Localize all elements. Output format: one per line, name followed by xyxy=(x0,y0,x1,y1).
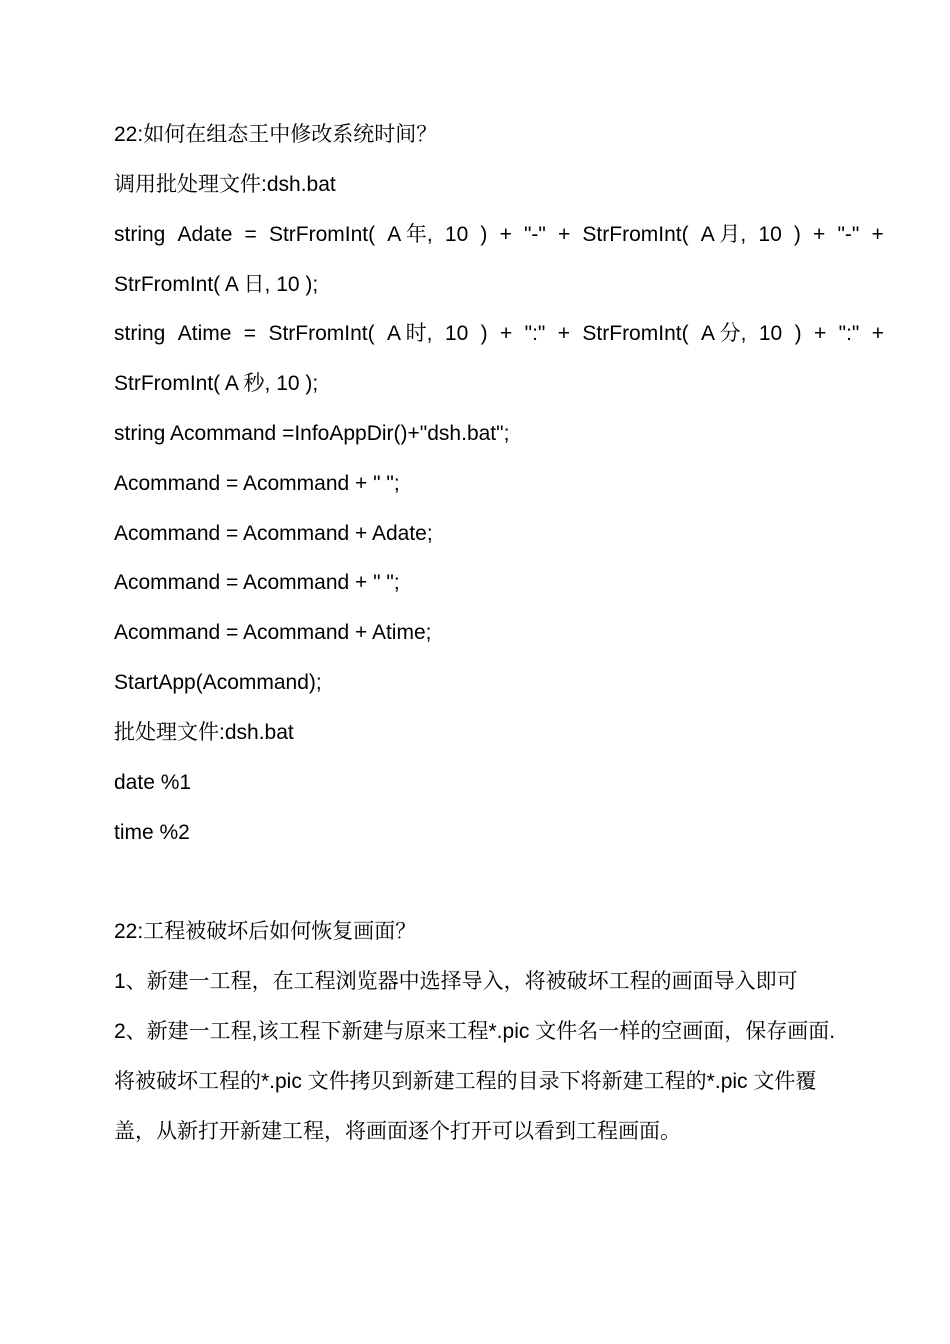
code-atime-token: StrFromInt( xyxy=(582,322,689,345)
code-adate-token: 10 xyxy=(444,223,469,246)
code-adate-token: Adate xyxy=(177,223,233,246)
section1-intro: 调用批处理文件:dsh.bat xyxy=(114,173,336,196)
code-atime-token: + xyxy=(813,322,827,345)
code-adate-token: = xyxy=(244,223,257,246)
code-atime-token: A 时, xyxy=(386,322,433,345)
code-adate-token: "-" xyxy=(523,223,546,246)
code-adate-token: ) xyxy=(793,223,801,246)
code-adate-token: StrFromInt( xyxy=(582,223,689,246)
code-atime-token: 10 xyxy=(444,322,469,345)
code-atime-line1 xyxy=(114,320,884,348)
code-start-app: StartApp(Acommand); xyxy=(114,671,322,694)
batch-date-line: date %1 xyxy=(114,771,192,794)
code-atime-token: Atime xyxy=(177,322,232,345)
code-adate-token: 10 xyxy=(758,223,782,246)
code-adate-token: + xyxy=(558,223,571,246)
code-atime-token: ":" xyxy=(524,322,546,345)
code-atime-token: StrFromInt( xyxy=(268,322,375,345)
code-concat-adate: Acommand = Acommand + Adate; xyxy=(114,522,433,545)
code-adate-line2: StrFromInt( A 日, 10 ); xyxy=(114,273,319,296)
section2-step2-line2: 将被破坏工程的*.pic 文件拷贝到新建工程的目录下将新建工程的*.pic 文件覆 xyxy=(114,1070,817,1093)
section2-heading: 22:工程被破坏后如何恢复画面？ xyxy=(114,920,417,943)
code-adate-line1 xyxy=(114,221,884,249)
code-adate-token: A 月, xyxy=(700,223,747,246)
section2-step2-line3: 盖，从新打开新建工程，将画面逐个打开可以看到工程画面。 xyxy=(114,1120,681,1143)
code-atime-token: = xyxy=(243,322,257,345)
code-acommand-decl: string Acommand =InfoAppDir()+"dsh.bat"; xyxy=(114,422,510,445)
batch-file-label: 批处理文件:dsh.bat xyxy=(114,721,294,744)
code-adate-token: StrFromInt( xyxy=(268,223,376,246)
code-concat-space-2: Acommand = Acommand + " "; xyxy=(114,571,400,594)
code-atime-token: + xyxy=(871,322,884,345)
code-atime-token: ":" xyxy=(838,322,860,345)
section2-step1: 1、新建一工程，在工程浏览器中选择导入，将被破坏工程的画面导入即可 xyxy=(114,970,798,993)
code-adate-token: + xyxy=(499,223,512,246)
code-adate-token: + xyxy=(813,223,826,246)
code-atime-token: A 分, xyxy=(700,322,747,345)
code-concat-space-1: Acommand = Acommand + " "; xyxy=(114,472,400,495)
code-adate-token: + xyxy=(871,223,884,246)
code-atime-token: + xyxy=(557,322,571,345)
code-atime-token: ) xyxy=(794,322,802,345)
code-adate-token: A 年, xyxy=(387,223,433,246)
code-adate-token: "-" xyxy=(837,223,860,246)
code-atime-token: 10 xyxy=(758,322,783,345)
section1-heading: 22:如何在组态王中修改系统时间？ xyxy=(114,123,438,146)
code-adate-token: ) xyxy=(480,223,488,246)
code-adate-token: string xyxy=(114,223,166,246)
code-concat-atime: Acommand = Acommand + Atime; xyxy=(114,621,432,644)
code-atime-line2: StrFromInt( A 秒, 10 ); xyxy=(114,372,319,395)
section2-step2-line1: 2、新建一工程,该工程下新建与原来工程*.pic 文件名一样的空画面，保存画面. xyxy=(114,1020,836,1043)
batch-time-line: time %2 xyxy=(114,821,190,844)
code-atime-token: + xyxy=(500,322,513,345)
code-atime-token: string xyxy=(114,322,166,345)
code-atime-token: ) xyxy=(480,322,488,345)
